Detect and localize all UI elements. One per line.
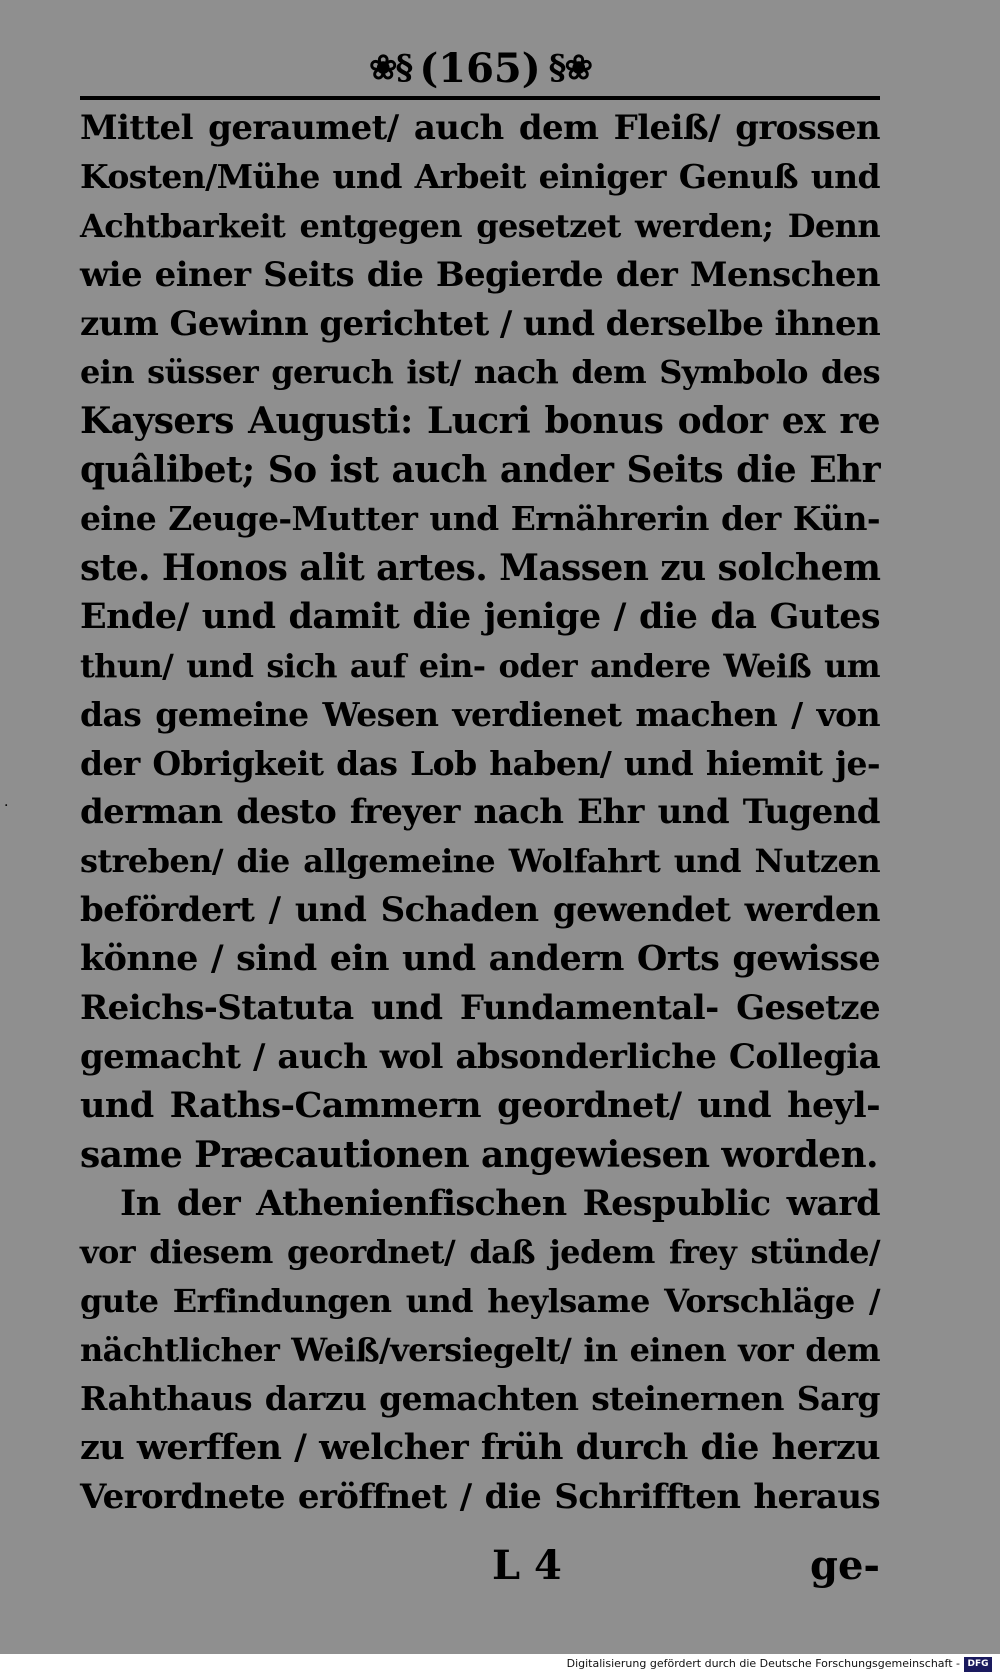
dfg-logo-icon: DFG <box>964 1657 992 1672</box>
text-line: quâlibet; So ist auch ander Seits die Ehr <box>80 449 880 492</box>
text-line: Verordnete eröffnet / die Schrifften heraus <box>80 1476 880 1517</box>
text-line: Mittel geraumet/ auch dem Fleiß/ grossen <box>80 108 880 148</box>
text-line: Rahthaus darzu gemachten steinernen Sarg <box>80 1379 880 1419</box>
text-line: streben/ die allgemeine Wolfahrt und Nutzen <box>80 842 880 881</box>
credit-bar <box>0 1654 1000 1676</box>
text-line: gemacht / auch wol absonderliche Collegia <box>80 1036 880 1077</box>
text-line: Ende/ und damit die jenige / die da Gutes <box>80 595 880 637</box>
text-line: thun/ und sich auf ein- oder andere Weiß um <box>80 646 880 685</box>
text-line: nächtlicher Weiß/versiegelt/ in einen vor dem <box>80 1331 880 1370</box>
text-line: In der Athenienfischen Respublic ward <box>120 1182 880 1224</box>
text-line: könne / sind ein und andern Orts gewisse <box>80 938 880 980</box>
text-line: der Obrigkeit das Lob haben/ und hiemit je- <box>80 743 880 783</box>
text-line: und Raths-Cammern geordnet/ und heyl- <box>80 1084 880 1126</box>
text-line: wie einer Seits die Begierde der Menschen <box>80 254 880 295</box>
right-ornament-icon: §❀ <box>548 48 591 88</box>
text-line: same Præcautionen angewiesen worden. <box>80 1133 878 1176</box>
scan-speck: · <box>4 798 9 814</box>
text-line: vor diesem geordnet/ daß jedem frey stünde/ <box>80 1233 880 1272</box>
text-line: Reichs-Statuta und Fundamental- Gesetze <box>80 988 880 1029</box>
text-line: Kaysers Augusti: Lucri bonus odor ex re <box>80 400 880 443</box>
text-line: Kosten/Mühe und Arbeit einiger Genuß und <box>80 156 880 196</box>
text-line: eine Zeuge-Mutter und Ernährerin der Kün- <box>80 499 880 539</box>
page-number: (165) <box>419 44 541 92</box>
page-footer <box>80 1542 880 1598</box>
text-line: das gemeine Wesen verdienet machen / von <box>80 694 880 734</box>
text-line: gute Erfindungen und heylsame Vorschläge / <box>80 1282 880 1321</box>
header-content <box>369 45 591 92</box>
text-line: ein süsser geruch ist/ nach dem Symbolo des <box>80 353 880 392</box>
catchword: ge- <box>809 1542 880 1589</box>
text-line: zu werffen / welcher früh durch die herzu <box>80 1427 880 1469</box>
header-rule <box>80 96 880 100</box>
body-text <box>80 104 880 1522</box>
signature-mark: L 4 <box>492 1542 562 1589</box>
credit-text: Digitalisierung gefördert durch die Deutsche Forschungsgemeinschaft - <box>566 1657 960 1670</box>
left-ornament-icon: ❀§ <box>369 48 412 88</box>
text-line: Achtbarkeit entgegen gesetzet werden; Denn <box>80 206 880 245</box>
text-line: zum Gewinn gerichtet / und derselbe ihnen <box>80 303 881 344</box>
page-header <box>80 40 880 96</box>
text-line: derman desto freyer nach Ehr und Tugend <box>80 792 880 833</box>
text-line: befördert / und Schaden gewendet werden <box>80 890 880 931</box>
text-line: ste. Honos alit artes. Massen zu solchem <box>80 547 881 590</box>
